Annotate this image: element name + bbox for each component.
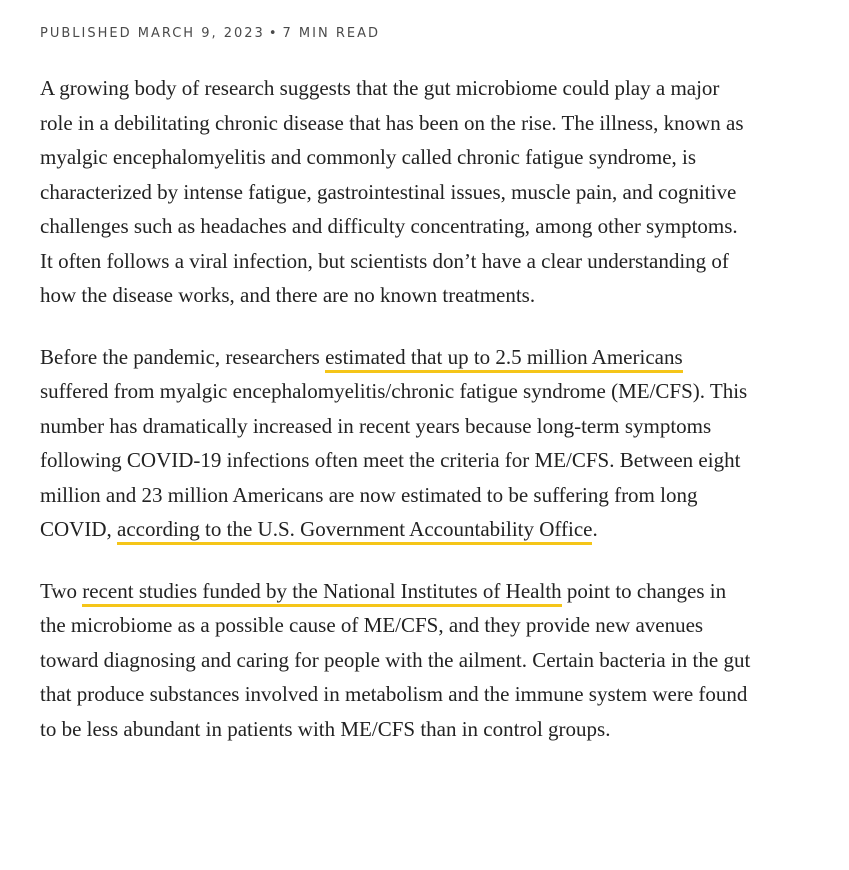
link-estimated-americans[interactable]: estimated that up to 2.5 million Americans <box>325 345 683 373</box>
paragraph-2-text-middle: suffered from myalgic encephalomyelitis/chronic fatigue syndrome (ME/CFS). This number has dramatically increased in recent years because long-term symptoms following COVID-19 infections often meet the criteria for ME/CFS. Between eight million and 23 million Americans are now estimated to be suffering from long COVID, <box>40 379 748 541</box>
paragraph-2-text-end: . <box>592 517 598 541</box>
paragraph-3-text-end: point to changes in the microbiome as a possible cause of ME/CFS, and they provide new avenues toward diagnosing and caring for people with the ailment. Certain bacteria in the gut that produce substances involved in metabolism and the immune system were found to be less abundant in patients with ME/CFS than in control groups. <box>40 578 751 741</box>
link-nih-studies[interactable]: recent studies funded by the National Institutes of Health <box>82 579 561 607</box>
read-time: 7 MIN READ <box>282 26 380 41</box>
paragraph-1-text: A growing body of research suggests that the gut microbiome could play a major role in a debilitating chronic disease that has been on the rise. The illness, known as myalgic encephalomyelitis and commonly called chronic fatigue syndrome, is characterized by intense fatigue, gastrointestinal issues, muscle pain, and cognitive challenges such as headaches and difficulty concentrating, among other symptoms. It often follows a viral infection, but scientists don’t have a clear understanding of how the disease works, and there are no known treatments. <box>40 76 744 307</box>
article-body <box>40 0 755 746</box>
paragraph-3-text-start: Two <box>40 578 83 603</box>
paragraph-1 <box>40 71 752 313</box>
link-gao-report[interactable]: according to the U.S. Government Accountability Office <box>117 517 592 545</box>
published-date: PUBLISHED MARCH 9, 2023 <box>40 26 265 41</box>
paragraph-3 <box>40 574 752 747</box>
meta-separator: • <box>268 26 279 41</box>
article-meta <box>40 26 755 42</box>
paragraph-2 <box>40 340 752 547</box>
paragraph-2-text-start: Before the pandemic, researchers <box>40 344 326 369</box>
